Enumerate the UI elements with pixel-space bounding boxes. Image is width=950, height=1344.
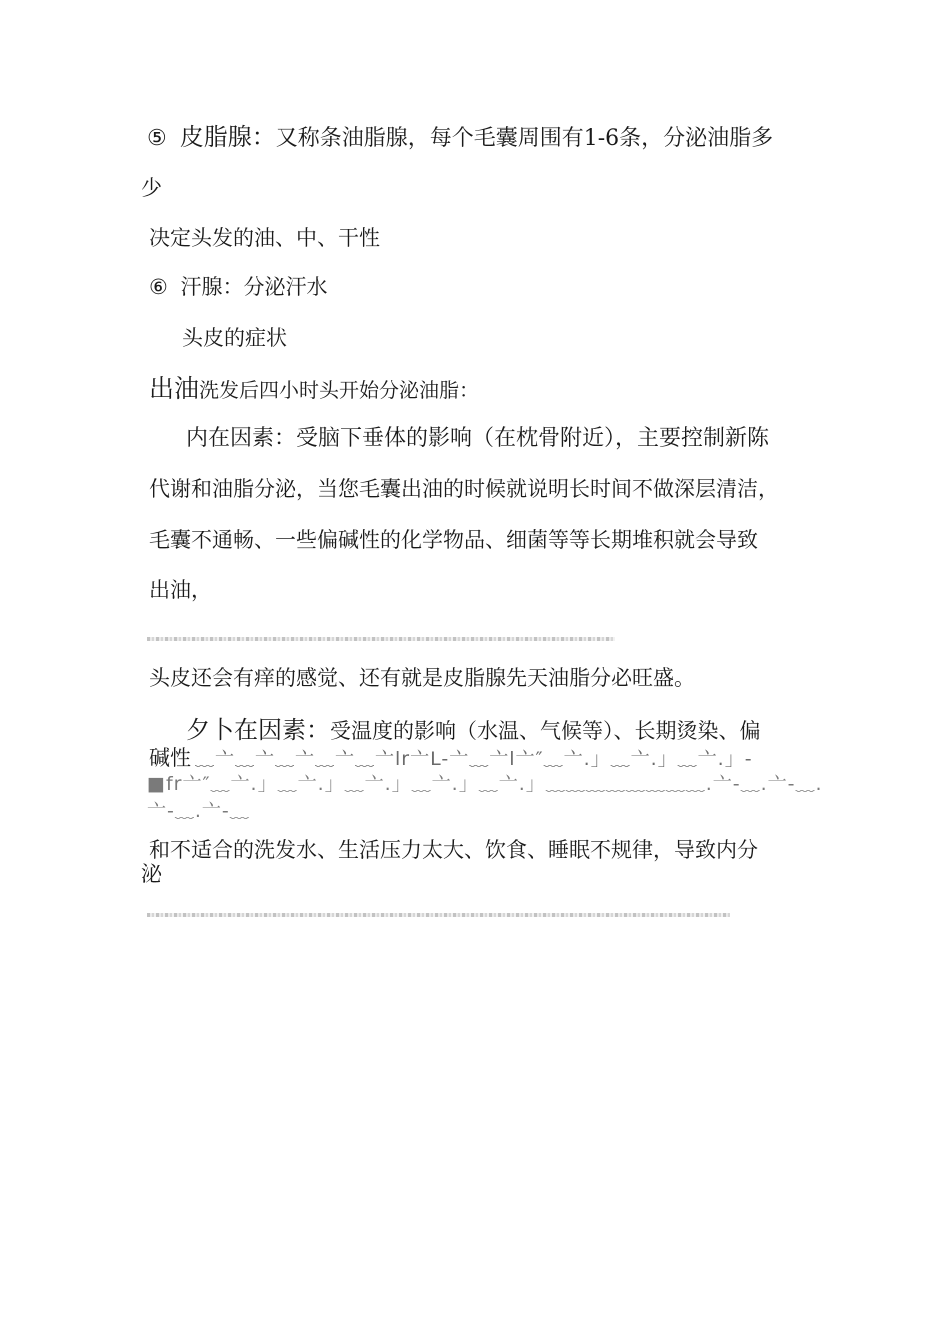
line-oily [149,376,479,401]
term-sebaceous-gland: 皮脂腺： [179,123,276,151]
line-sebaceous-gland [147,125,773,150]
scan-noise-line-2 [147,913,730,917]
term-internal-factors: 内在因素：受脑下垂体的影响（在枕骨附近），主要控制新陈 [186,426,770,451]
paragraph-internal-line-2: 代谢和油脂分泌，当您毛囊出油的时候就说明长时间不做深层清洁， [149,477,779,501]
paragraph-causes-line-1: 和不适合的洗发水、生活压力太大、饮食、睡眠不规律，导致内分 [149,838,758,862]
paragraph-causes-line-2: 泌 [141,862,162,886]
paragraph-internal-line-3: 毛囊不通畅、一些偏碱性的化学物品、细菌等等长期堆积就会导致 [149,528,758,552]
external-description: 受温度的影响（水温、气候等）、长期烫染、偏 [330,719,761,743]
garbled-ocr-text-1: ﹏亠﹏亠﹏亠﹏亠﹏亠lr亠L-亠﹏亠l亠″﹏亠.」﹏亠.」﹏亠.」- [195,748,753,770]
garbled-ocr-text-3: 亠-﹏.亠-﹏ [147,800,250,822]
term-oily: 出油 [149,374,200,403]
circled-number-6: ⑥ [149,275,168,299]
sebaceous-description: 又称条油脂腺，每个毛囊周围有1-6条，分泌油脂多 [275,126,774,151]
garbled-ocr-text-2: ■fr亠″﹏亠.」﹏亠.」﹏亠.」﹏亠.」﹏亠.」﹏﹏﹏﹏﹏﹏﹏﹏.亠-﹏.亠-﹏. [147,773,823,795]
sweat-gland-text: 汗腺：分泌汗水 [180,275,328,299]
circled-number-5: ⑤ [147,126,167,151]
scan-noise-line [147,637,615,641]
paragraph-itchy: 头皮还会有痒的感觉、还有就是皮脂腺先天油脂分必旺盛。 [149,666,695,690]
oily-description: 洗发后四小时头开始分泌油脂： [199,378,480,402]
section-heading-scalp-symptoms: 头皮的症状 [182,326,287,350]
line-hair-type: 决定头发的油、中、干性 [149,226,380,250]
paragraph-external-line-2 [149,748,753,769]
line-sweat-gland [149,277,328,298]
paragraph-external-line-1 [186,718,761,742]
line-continuation: 少 [141,176,162,200]
paragraph-internal-line-4: 出油， [149,578,212,602]
term-external-factors: 夕卜在因素： [186,716,330,744]
alkaline-text: 碱性 [149,746,191,770]
paragraph-internal-line-1 [186,428,769,450]
